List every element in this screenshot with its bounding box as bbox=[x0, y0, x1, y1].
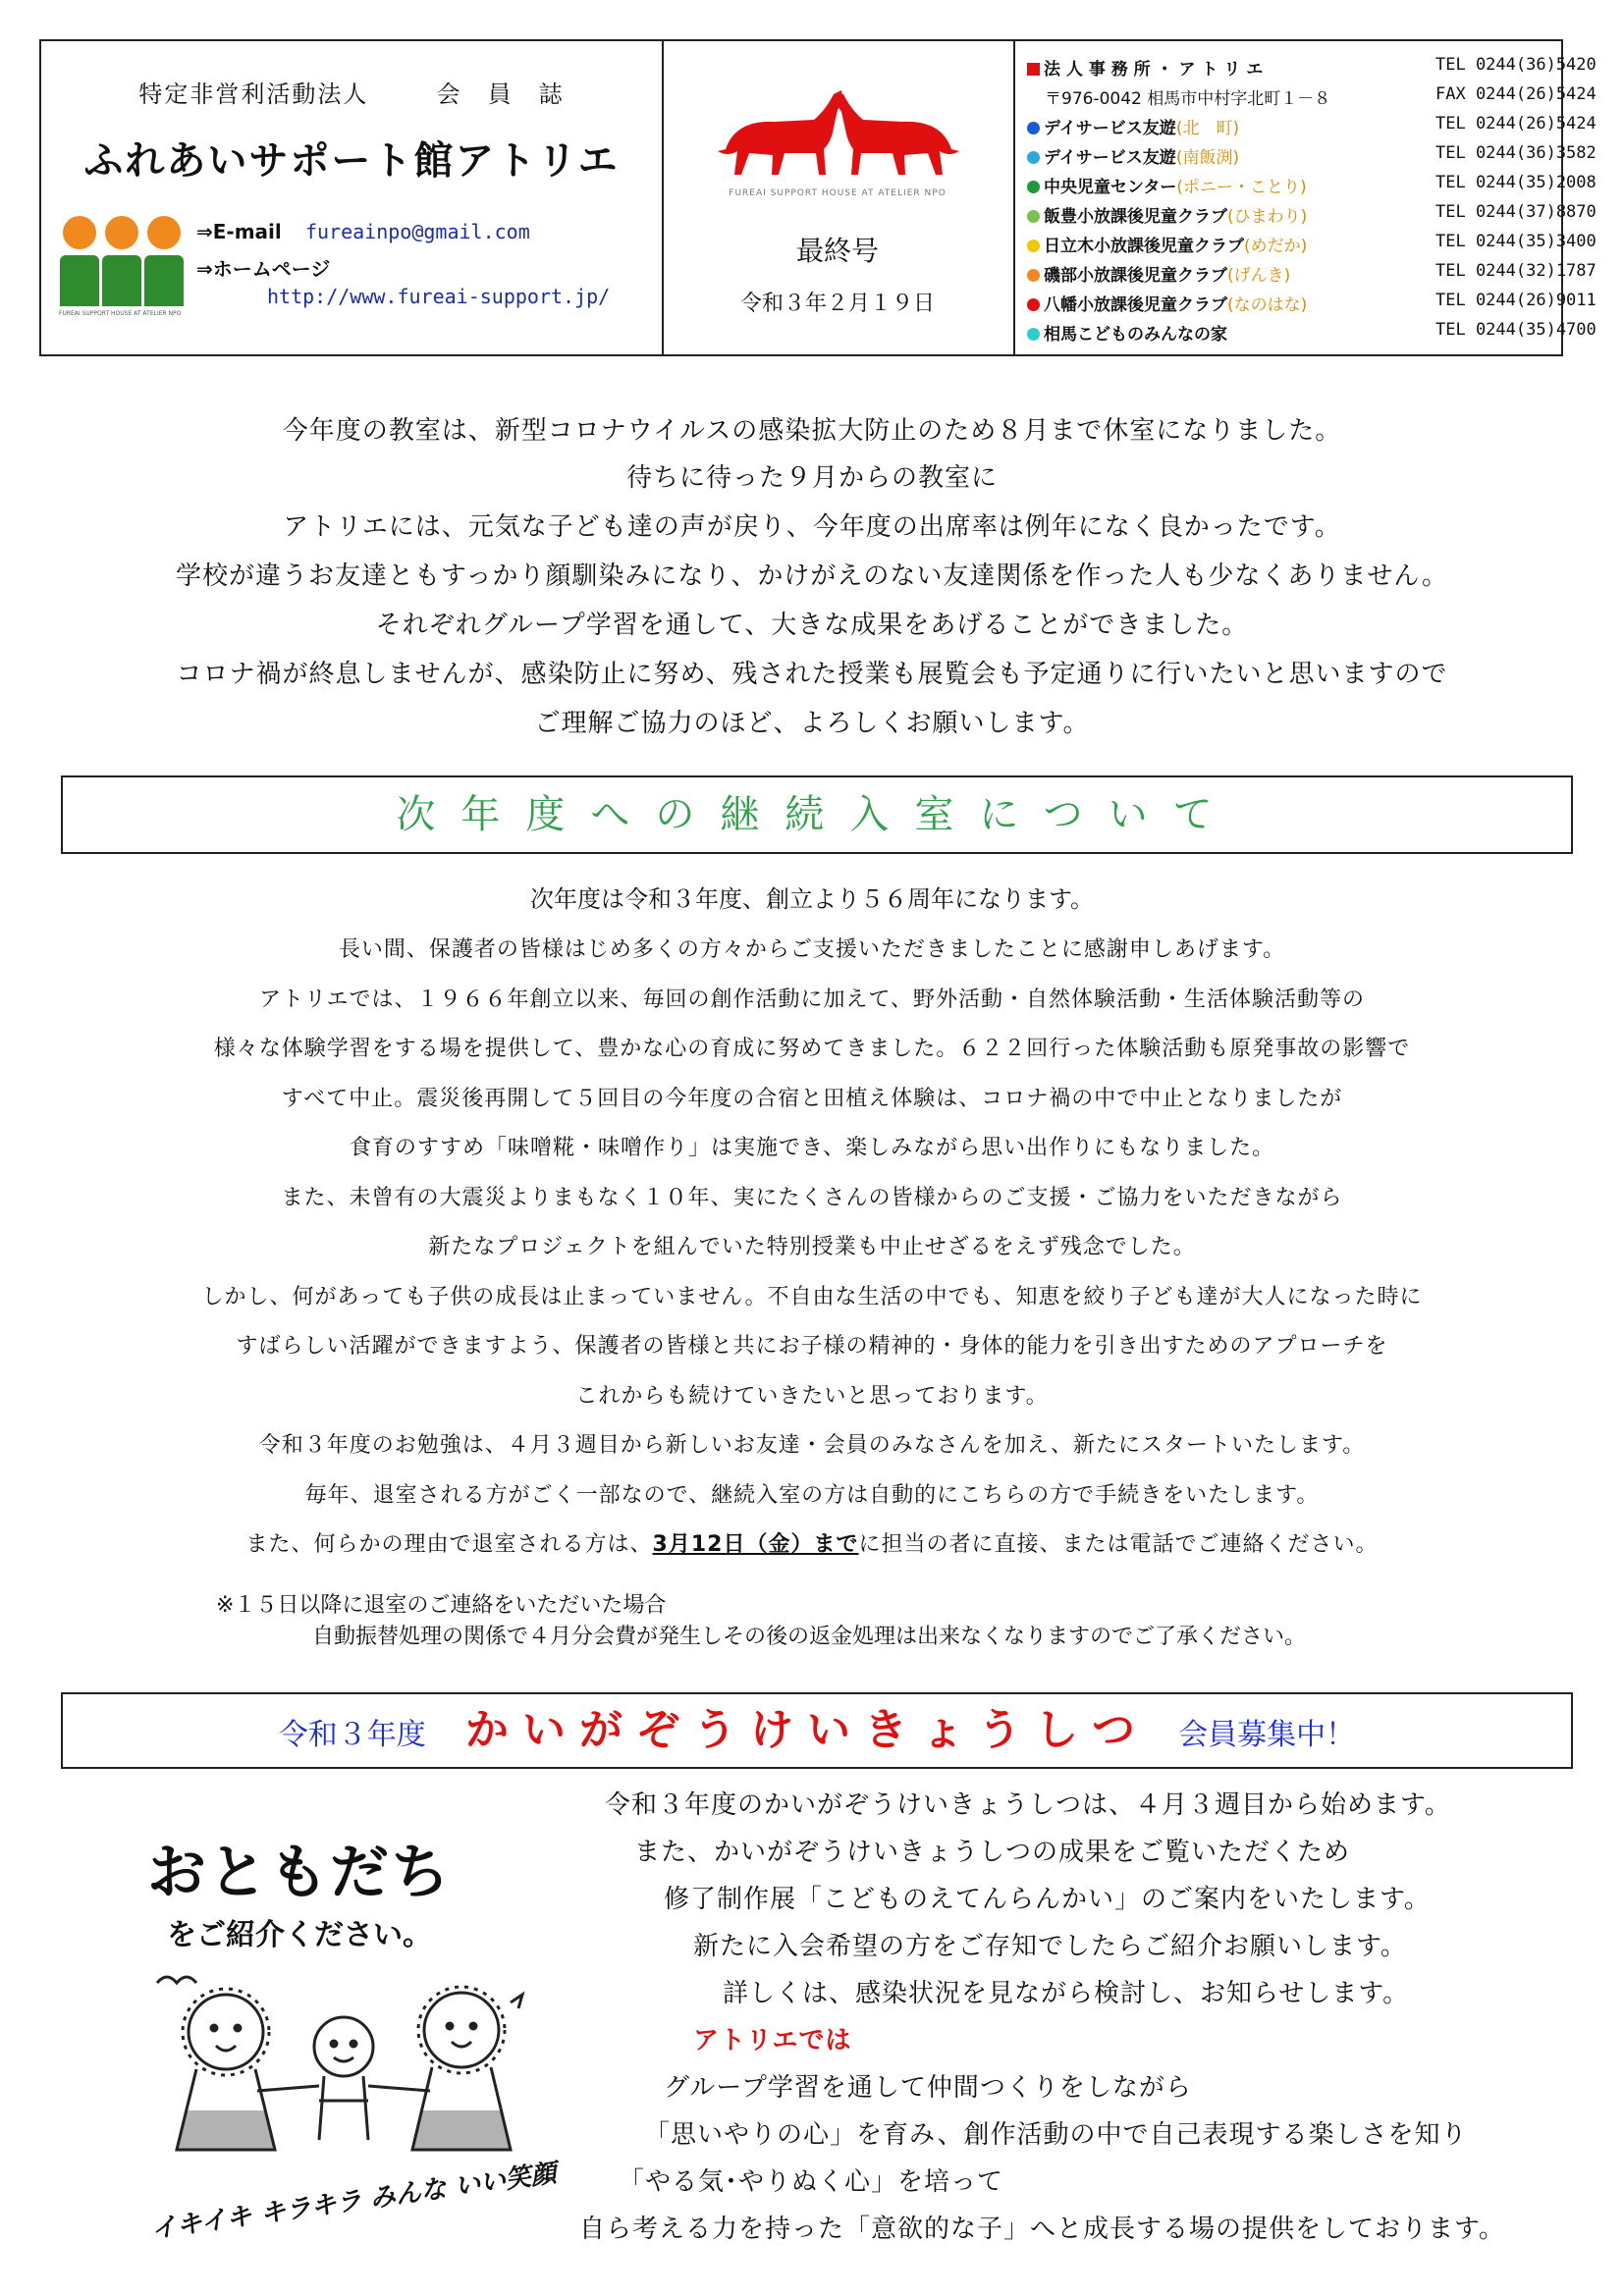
section1-line: 令和３年度のお勉強は、４月３週目から新しいお友達・会員のみなさんを加え、新たにスタートいたします。 bbox=[258, 1433, 1366, 1458]
office-subname: (北 町) bbox=[1175, 119, 1240, 138]
section1-line: 毎年、退室される方がごく一部なので、継続入室の方は自動的にこちらの方で手続きをいたします。 bbox=[304, 1482, 1320, 1508]
section1-line: しかし、何があっても子供の成長は止まっていません。不自由な生活の中でも、知恵を絞り子ども達が大人になった時に bbox=[201, 1284, 1423, 1309]
office-row bbox=[1027, 173, 1597, 202]
section2-line: 自ら考える力を持った「意欲的な子」へと成長する場の提供をしております。 bbox=[579, 2215, 1505, 2244]
section1-title: 次年度への継続入室について bbox=[396, 792, 1238, 837]
horses-logo-icon bbox=[706, 80, 971, 188]
homepage-label: ⇒ホームページ bbox=[196, 257, 331, 281]
section1-line: また、未曾有の大震災よりまもなく１０年、実にたくさんの皆様からのご支援・ご協力をいただきながら bbox=[281, 1185, 1343, 1210]
office-row bbox=[1027, 320, 1597, 349]
illus-caption: イキイキ キラキラ みんな いい笑顔 bbox=[149, 2159, 559, 2245]
office-phone: TEL 0244(37)8870 bbox=[1435, 202, 1597, 222]
office-subname: (げんき) bbox=[1227, 266, 1291, 286]
section1-title-box bbox=[61, 775, 1573, 854]
section2-line: 「やる気･やりぬく心」を培って bbox=[619, 2167, 1004, 2197]
office-phone: TEL 0244(36)3582 bbox=[1435, 143, 1597, 163]
office-name: 日立木小放課後児童クラブ bbox=[1044, 237, 1244, 256]
office-phone: TEL 0244(26)9011 bbox=[1435, 291, 1597, 310]
section1-lead: 次年度は令和３年度、創立より５６周年になります。 bbox=[529, 885, 1095, 913]
org-logo-icon bbox=[59, 216, 187, 324]
organization-panel bbox=[41, 41, 664, 354]
illus-subtitle: をご紹介ください。 bbox=[167, 1918, 432, 1952]
intro-line: ご理解ご協力のほど、よろしくお願いします。 bbox=[534, 709, 1090, 738]
bullet-icon bbox=[1027, 298, 1040, 311]
intro-line: コロナ禍が終息しませんが、感染防止に努め、残された授業も展覧会も予定通りに行いたいと思いますので bbox=[176, 660, 1448, 689]
atelier-label: アトリエでは bbox=[693, 2026, 852, 2056]
children-drawing-icon bbox=[137, 1963, 550, 2160]
office-name: 相馬こどものみんなの家 bbox=[1044, 325, 1227, 345]
office-subname: (南飯渕) bbox=[1175, 148, 1240, 168]
office-subname: (ひまわり) bbox=[1227, 207, 1308, 227]
section2-year: 令和３年度 bbox=[278, 1718, 426, 1752]
section1-line: すべて中止。震災後再開して５回目の今年度の合宿と田植え体験は、コロナ禍の中で中止となりましたが bbox=[281, 1086, 1343, 1111]
withdraw-deadline: 3月12日（金）まで bbox=[652, 1532, 859, 1557]
office-name: 磯部小放課後児童クラブ bbox=[1044, 266, 1227, 286]
logo-caption-mid: FUREAI SUPPORT HOUSE AT ATELIER NPO bbox=[729, 188, 947, 198]
intro-line: アトリエには、元気な子ども達の声が戻り、今年度の出席率は例年になく良かったです。 bbox=[283, 512, 1341, 542]
section1-line: 様々な体験学習をする場を提供して、豊かな心の育成に努めてきました。６２２回行った体験活動も原発事故の影響で bbox=[213, 1037, 1411, 1061]
email-link[interactable]: fureainpo@gmail.com bbox=[304, 220, 530, 243]
org-subtitle bbox=[41, 75, 662, 109]
office-phone: TEL 0244(35)4700 bbox=[1435, 320, 1597, 340]
office-name: 中央児童センター bbox=[1044, 178, 1177, 197]
section2-line: 新たに入会希望の方をご存知でしたらご紹介お願いします。 bbox=[693, 1932, 1407, 1961]
section1-line: 食育のすすめ「味噌糀・味噌作り」は実施でき、楽しみながら思い出作りにもなりました。 bbox=[349, 1136, 1275, 1160]
office-subname: (ポニー・ことり) bbox=[1176, 178, 1307, 197]
withdraw-pre: また、何らかの理由で退室される方は、 bbox=[245, 1532, 653, 1557]
section2-line: グループ学習を通して仲間つくりをしながら bbox=[664, 2073, 1192, 2103]
section2-recruiting: 会員募集中！ bbox=[1178, 1718, 1356, 1752]
issue-panel bbox=[662, 41, 1015, 354]
office-row bbox=[1027, 143, 1597, 173]
bulletin-label: 会 員 誌 bbox=[436, 80, 565, 108]
section2-line: 修了制作展「こどものえてんらんかい」のご案内をいたします。 bbox=[664, 1885, 1431, 1914]
illus-title: おともだち bbox=[147, 1839, 452, 1907]
office-subname: (めだか) bbox=[1244, 237, 1308, 256]
homepage-link[interactable]: http://www.fureai-support.jp/ bbox=[267, 285, 611, 308]
refund-note-1: ※１５日以降に退室のご連絡をいただいた場合 bbox=[216, 1593, 667, 1618]
office-row bbox=[1027, 232, 1597, 261]
office-row bbox=[1027, 261, 1597, 291]
office-row bbox=[1027, 84, 1597, 114]
bullet-icon bbox=[1027, 240, 1040, 252]
office-phone: TEL 0244(35)2008 bbox=[1435, 173, 1597, 192]
section2-title-box bbox=[61, 1692, 1573, 1769]
section2-line: 令和３年度のかいがぞうけいきょうしつは、４月３週目から始めます。 bbox=[605, 1790, 1451, 1820]
refund-note-2: 自動振替処理の関係で４月分会費が発生しその後の返金処理は出来なくなりますのでご了承ください。 bbox=[312, 1625, 1307, 1649]
newsletter-header bbox=[39, 39, 1597, 356]
office-subname: (なのはな) bbox=[1227, 295, 1308, 315]
issue-date: 令和３年２月１９日 bbox=[739, 292, 935, 316]
intro-line: 学校が違うお友達ともすっかり顔馴染みになり、かけがえのない友達関係を作った人も少なくありません。 bbox=[175, 561, 1448, 591]
office-row bbox=[1027, 291, 1597, 320]
section2-line: 詳しくは、感染状況を見ながら検討し、お知らせします。 bbox=[723, 1979, 1410, 2008]
office-directory bbox=[1013, 41, 1597, 354]
office-name: 法 人 事 務 所 ・ ア ト リ エ bbox=[1044, 60, 1264, 80]
office-name: デイサービス友遊 bbox=[1044, 148, 1176, 168]
section2-line: また、かいがぞうけいきょうしつの成果をご覧いただくため bbox=[634, 1838, 1351, 1867]
friends-illustration bbox=[137, 1816, 569, 2277]
bullet-icon bbox=[1027, 210, 1040, 223]
office-name: 〒976-0042 相馬市中村字北町１－８ bbox=[1045, 89, 1331, 109]
bullet-icon bbox=[1027, 269, 1040, 282]
org-type: 特定非営利活動法人 bbox=[138, 80, 369, 108]
section1-line: アトリエでは、１９６６年創立以来、毎回の創作活動に加えて、野外活動・自然体験活動・生活体験活動等の bbox=[258, 987, 1366, 1012]
office-name: 八幡小放課後児童クラブ bbox=[1044, 295, 1227, 315]
section2-line: 「思いやりの心」を育み、創作活動の中で自己表現する楽しさを知り bbox=[644, 2120, 1468, 2150]
intro-line: それぞれグループ学習を通して、大きな成果をあげることができました。 bbox=[375, 611, 1249, 640]
intro-line: 今年度の教室は、新型コロナウイルスの感染拡大防止のため８月まで休室になりました。 bbox=[282, 416, 1342, 446]
withdraw-post: に担当の者に直接、または電話でご連絡ください。 bbox=[858, 1532, 1379, 1557]
bullet-icon bbox=[1027, 63, 1040, 76]
section2-class-name: かいがぞうけいきょうしつ bbox=[465, 1705, 1149, 1755]
section1-line: すばらしい活躍ができますよう、保護者の皆様と共にお子様の精神的・身体的能力を引き出すためのアプローチを bbox=[236, 1334, 1388, 1359]
office-phone: TEL 0244(26)5424 bbox=[1435, 114, 1597, 133]
bullet-icon bbox=[1027, 151, 1040, 164]
office-name: 飯豊小放課後児童クラブ bbox=[1044, 207, 1227, 227]
office-phone: TEL 0244(32)1787 bbox=[1435, 261, 1597, 281]
org-name: ふれあいサポート館アトリエ bbox=[83, 138, 620, 184]
issue-label: 最終号 bbox=[795, 235, 879, 267]
section1-line: 長い間、保護者の皆様はじめ多くの方々からご支援いただきましたことに感謝申しあげます。 bbox=[338, 937, 1286, 962]
section1-line: 新たなプロジェクトを組んでいた特別授業も中止せざるをえず残念でした。 bbox=[428, 1235, 1196, 1259]
office-phone: FAX 0244(26)5424 bbox=[1435, 84, 1597, 104]
logo-caption: FUREAI SUPPORT HOUSE AT ATELIER NPO bbox=[59, 310, 182, 317]
section1-line: これからも続けていきたいと思っております。 bbox=[575, 1383, 1049, 1409]
email-row bbox=[196, 220, 530, 243]
bullet-icon bbox=[1027, 328, 1040, 341]
office-phone: TEL 0244(36)5420 bbox=[1435, 55, 1597, 75]
office-row bbox=[1027, 202, 1597, 232]
email-label: ⇒E-mail bbox=[196, 220, 282, 243]
office-phone: TEL 0244(35)3400 bbox=[1435, 232, 1597, 251]
intro-line: 待ちに待った９月からの教室に bbox=[625, 463, 998, 493]
office-row bbox=[1027, 114, 1597, 143]
office-row bbox=[1027, 55, 1597, 84]
bullet-icon bbox=[1027, 181, 1040, 193]
office-name: デイサービス友遊 bbox=[1044, 119, 1176, 138]
section1-withdraw-line bbox=[0, 1527, 1624, 1558]
bullet-icon bbox=[1027, 122, 1040, 134]
